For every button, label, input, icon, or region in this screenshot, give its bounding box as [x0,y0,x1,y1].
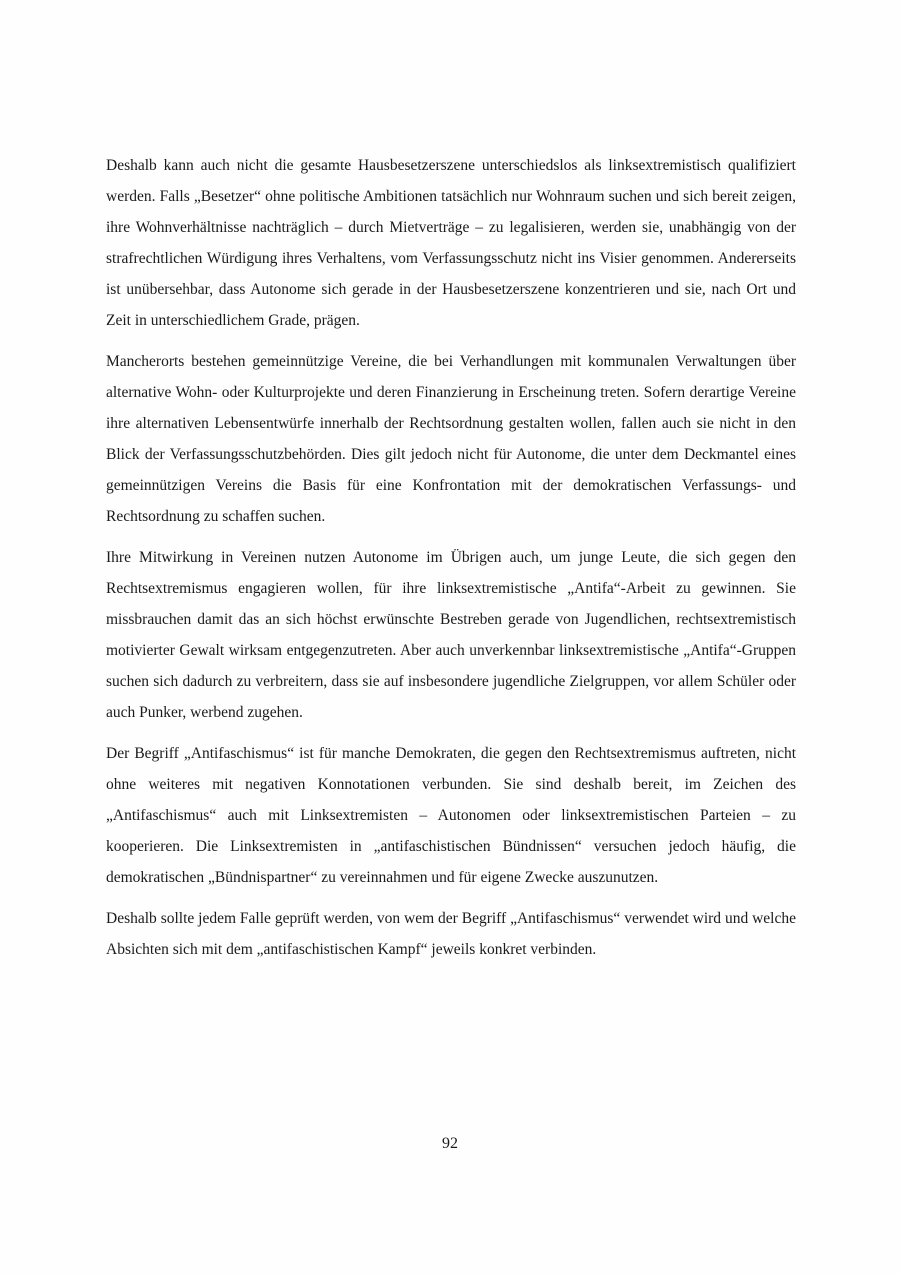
page-number: 92 [442,1135,458,1152]
paragraph: Deshalb kann auch nicht die gesamte Hausbesetzerszene unterschiedslos als linksextremistisch qualifiziert werden. Falls „Besetzer“ ohne politische Ambitionen tatsächlich nur Wohnraum suchen und sich bereit zeigen, ihre Wohnverhältnisse nachträglich – durch Mietverträge – zu legalisieren, werden sie, unabhängig von der strafrechtlichen Würdigung ihres Verhaltens, vom Verfassungsschutz nicht ins Visier genommen. Andererseits ist unübersehbar, dass Autonome sich gerade in der Hausbesetzerszene konzentrieren und sie, nach Ort und Zeit in unterschiedlichem Grade, prägen. [106,157,796,329]
paragraph: Deshalb sollte jedem Falle geprüft werden, von wem der Begriff „Antifaschismus“ verwendet wird und welche Absichten sich mit dem „antifaschistischen Kampf“ jeweils konkret verbinden. [106,910,796,958]
body-text [106,150,796,975]
paragraph: Mancherorts bestehen gemeinnützige Vereine, die bei Verhandlungen mit kommunalen Verwaltungen über alternative Wohn- oder Kulturprojekte und deren Finanzierung in Erscheinung treten. Sofern derartige Vereine ihre alternativen Lebensentwürfe innerhalb der Rechtsordnung gestalten wollen, fallen auch sie nicht in den Blick der Verfassungsschutzbehörden. Dies gilt jedoch nicht für Autonome, die unter dem Deckmantel eines gemeinnützigen Vereins die Basis für eine Konfrontation mit der demokratischen Verfassungs- und Rechtsordnung zu schaffen suchen. [106,353,796,525]
paragraph: Ihre Mitwirkung in Vereinen nutzen Autonome im Übrigen auch, um junge Leute, die sich gegen den Rechtsextremismus engagieren wollen, für ihre linksextremistische „Antifa“-Arbeit zu gewinnen. Sie missbrauchen damit das an sich höchst erwünschte Bestreben gerade von Jugendlichen, rechtsextremistisch motivierter Gewalt wirksam entgegenzutreten. Aber auch unverkennbar linksextremistische „Antifa“-Gruppen suchen sich dadurch zu verbreitern, dass sie auf insbesondere jugendliche Zielgruppen, vor allem Schüler oder auch Punker, werbend zugehen. [106,549,796,721]
paragraph: Der Begriff „Antifaschismus“ ist für manche Demokraten, die gegen den Rechtsextremismus auftreten, nicht ohne weiteres mit negativen Konnotationen verbunden. Sie sind deshalb bereit, im Zeichen des „Antifaschismus“ auch mit Linksextremisten – Autonomen oder linksextremistischen Parteien – zu kooperieren. Die Linksextremisten in „antifaschistischen Bündnissen“ versuchen jedoch häufig, die demokratischen „Bündnispartner“ zu vereinnahmen und für eigene Zwecke auszunutzen. [106,745,796,886]
